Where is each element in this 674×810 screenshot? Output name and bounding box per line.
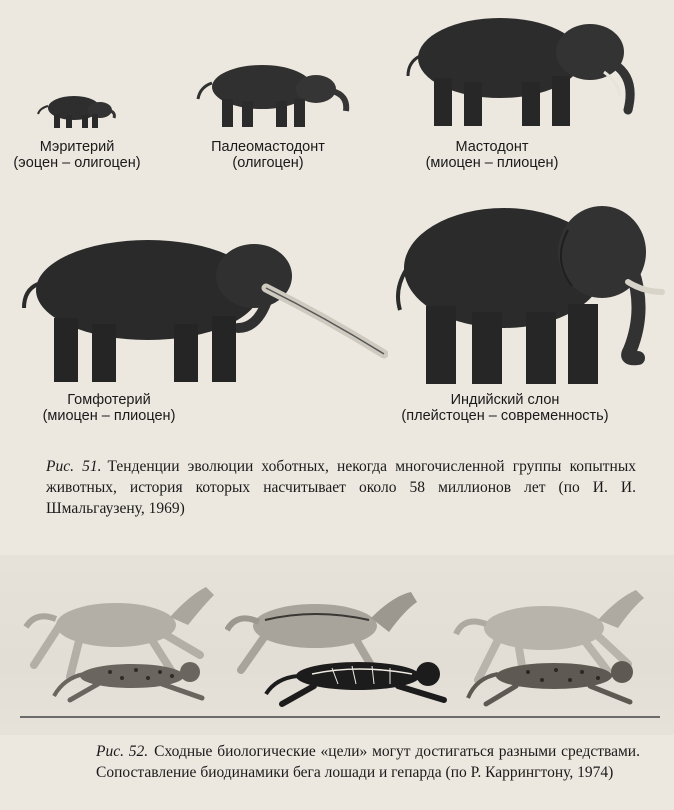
- cheetah-illustration-1: [50, 652, 220, 708]
- mastodon-name: Мастодонт: [455, 139, 529, 155]
- figure-51-caption-lead: Рис. 51.: [46, 458, 102, 475]
- mastodon-period: (миоцен – плиоцен): [425, 155, 559, 171]
- palaeomastodon-name: Палеомастодонт: [211, 139, 325, 155]
- figure-51-caption: [46, 456, 636, 519]
- figure-52-caption-lead: Рис. 52.: [96, 743, 149, 760]
- gomphotherium-name: Гомфотерий: [67, 392, 151, 408]
- cheetah-illustration-2: [262, 652, 462, 710]
- ground-line: [20, 716, 660, 718]
- figure-51-caption-text: Тенденции эволюции хоботных, некогда многочисленной группы копытных животных, история которых насчитывает около 58 миллионов лет (по И. И. Шмальгаузену, 1969): [46, 458, 637, 517]
- moeritherium-name: Мэритерий: [39, 139, 115, 155]
- indian-elephant-name: Индийский слон: [450, 392, 560, 408]
- palaeomastodon-label: [190, 139, 346, 171]
- gomphotherium-illustration: [18, 228, 388, 388]
- palaeomastodon-period: (олигоцен): [232, 155, 304, 171]
- gomphotherium-period: (миоцен – плиоцен): [42, 408, 176, 424]
- palaeomastodon-illustration: [196, 55, 350, 131]
- mastodon-illustration: [404, 12, 640, 130]
- moeritherium-illustration: [36, 88, 116, 132]
- indian-elephant-period: (плейстоцен – современность): [401, 408, 609, 424]
- moeritherium-label: [0, 139, 154, 171]
- figure-52-caption-text: Сходные биологические «цели» могут достигаться разными средствами. Сопоставление биодинамики бега лошади и гепарда (по Р. Каррингтону, 1974): [96, 743, 640, 781]
- indian-elephant-illustration: [392, 190, 668, 390]
- moeritherium-period: (эоцен – олигоцен): [13, 155, 141, 171]
- figure-52-caption: [96, 741, 640, 783]
- mastodon-label: [404, 139, 580, 171]
- indian-elephant-label: [360, 392, 650, 424]
- gomphotherium-label: [34, 392, 184, 424]
- cheetah-illustration-3: [462, 650, 652, 710]
